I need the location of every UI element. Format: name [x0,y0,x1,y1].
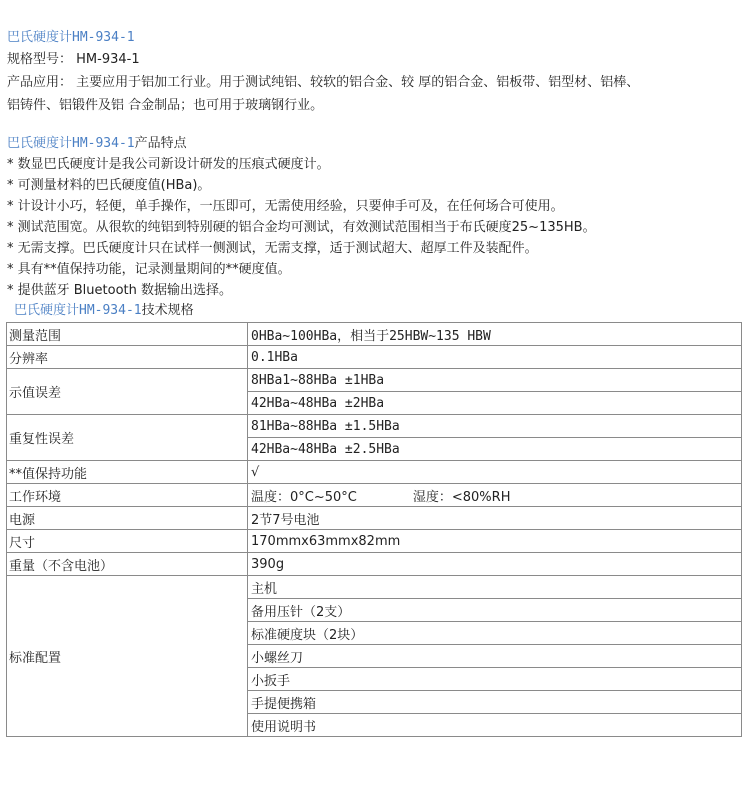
application-line-1: 产品应用： 主要应用于铝加工行业。用于测试纯铝、较软的铝合金、较 厚的铝合金、铝板带、铝型材、铝棒、 [7,75,640,90]
spec-label: 示值误差 [7,369,248,415]
table-row [7,530,742,553]
model-line: 规格型号： HM-934-1 [7,52,140,67]
spec-label: 工作环境 [7,484,248,507]
application-line-2: 铝铸件、铝锻件及铝 合金制品；也可用于玻璃钢行业。 [7,98,324,113]
feature-item: * 计设计小巧，轻便，单手操作，一压即可，无需使用经验，只要伸手可及，在任何场合可使用。 [7,199,564,214]
spec-heading [14,302,194,320]
check-mark: √ [248,461,742,484]
spec-label: 重量（不含电池） [7,553,248,576]
feature-item: * 提供蓝牙 Bluetooth 数据输出选择。 [7,283,233,298]
feature-item: * 测试范围宽。从很软的纯铝到特别硬的铝合金均可测试，有效测试范围相当于布氏硬度25~135HB。 [7,220,596,235]
spec-value: 42HBa~48HBa ±2HBa [248,392,742,415]
env-humidity: 湿度：<80%RH [412,489,511,505]
spec-value: 0.1HBa [248,346,742,369]
feature-item: * 具有**值保持功能，记录测量期间的**硬度值。 [7,262,291,277]
config-item: 手提便携箱 [248,691,742,714]
spec-heading-label: 技术规格 [141,303,194,318]
table-row [7,461,742,484]
spec-value [248,484,742,507]
config-item: 标准硬度块（2块） [248,622,742,645]
product-title: 巴氏硬度计HM-934-1 [7,30,135,45]
table-row [7,484,742,507]
table-row [7,576,742,599]
feature-item: * 可测量材料的巴氏硬度值(HBa)。 [7,178,211,193]
table-row [7,415,742,438]
config-item: 使用说明书 [248,714,742,737]
spec-value: 2节7号电池 [248,507,742,530]
spec-label: 标准配置 [7,576,248,737]
table-row [7,323,742,346]
spec-label: 尺寸 [7,530,248,553]
features-heading [7,135,187,153]
feature-item: * 数显巴氏硬度计是我公司新设计研发的压痕式硬度计。 [7,157,330,172]
spec-value: 42HBa~48HBa ±2.5HBa [248,438,742,461]
table-row [7,507,742,530]
config-item: 小扳手 [248,668,742,691]
table-row [7,553,742,576]
feature-item: * 无需支撑。巴氏硬度计只在试样一侧测试，无需支撑，适于测试超大、超厚工件及装配件。 [7,241,538,256]
spec-table [6,322,742,737]
spec-label: 重复性误差 [7,415,248,461]
spec-heading-model: 巴氏硬度计HM-934-1 [14,303,142,318]
table-row [7,369,742,392]
env-temperature: 温度：0°C~50°C [251,489,357,505]
spec-label: 测量范围 [7,323,248,346]
spec-label: **值保持功能 [7,461,248,484]
spec-value: 81HBa~88HBa ±1.5HBa [248,415,742,438]
spec-value: 8HBa1~88HBa ±1HBa [248,369,742,392]
config-item: 小螺丝刀 [248,645,742,668]
features-heading-label: 产品特点 [134,136,187,151]
spec-value: 390g [248,553,742,576]
spec-value: 0HBa~100HBa，相当于25HBW~135 HBW [248,323,742,346]
config-item: 主机 [248,576,742,599]
config-item: 备用压针（2支） [248,599,742,622]
spec-label: 电源 [7,507,248,530]
spec-label: 分辨率 [7,346,248,369]
spec-value: 170mmx63mmx82mm [248,530,742,553]
table-row [7,346,742,369]
features-heading-model: 巴氏硬度计HM-934-1 [7,136,135,151]
